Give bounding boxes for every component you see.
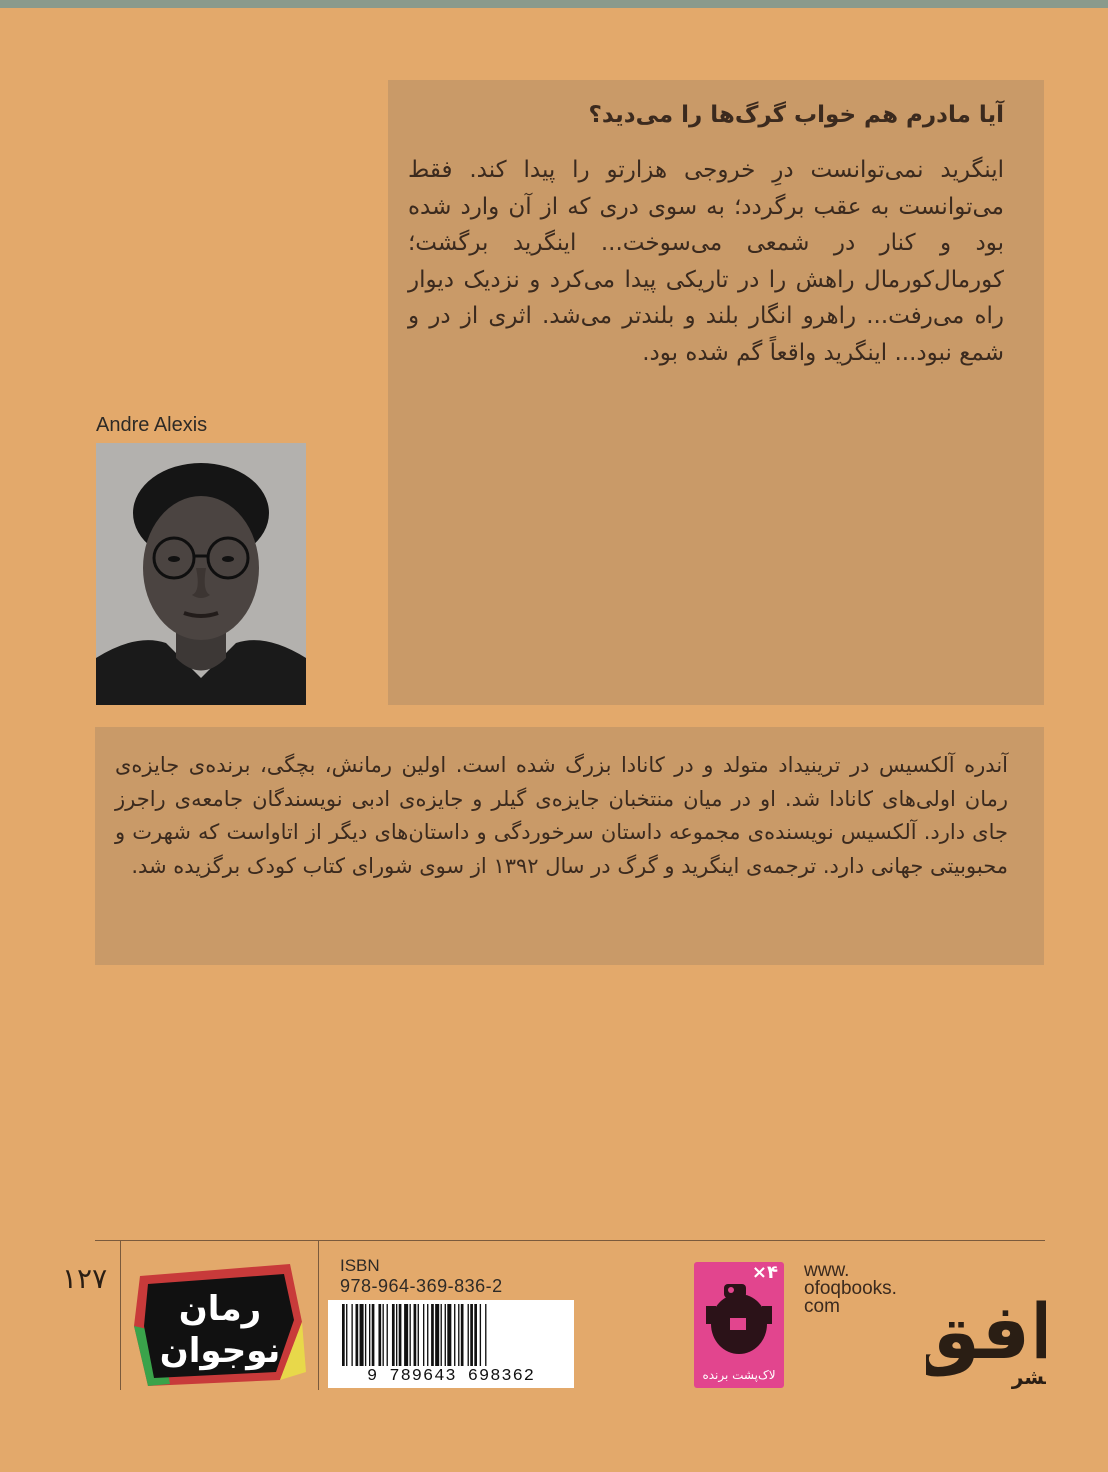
- author-name: Andre Alexis: [96, 414, 208, 436]
- badge-multiplier: ×۴: [751, 1262, 778, 1283]
- ofoq-logo-graphic: [926, 1262, 1046, 1392]
- author-bio-box: [95, 727, 1044, 965]
- barcode-bar: [346, 1304, 347, 1366]
- author-bio-text: آندره آلکسیس در ترینیداد متولد و در کانادا بزرگ شده است. اولین رمانش، بچگی، برنده‌ی جایزه‌ی رمان اولی‌های کانادا شد. او در میان منتخبان جایزه‌ی گیلر و جایزه‌ی ادبی نویسندگان جامعه‌ی راجرز جای دارد. آلکسیس نویسنده‌ی مجموعه داستان سرخوردگی و داستان‌های دیگر از اتاواست که شهرت و محبوبیتی جهانی دارد. ترجمه‌ی اینگرید و گرگ در سال ۱۳۹۲ از سوی شورای کتاب کودک برگزیده شد.: [115, 753, 1008, 878]
- barcode-bar: [423, 1304, 424, 1366]
- barcode-bar: [474, 1304, 477, 1366]
- excerpt-text: اینگرید نمی‌توانست درِ خروجی هزارتو را پیدا کند. فقط می‌توانست به عقب برگردد؛ به سوی دری که از آن وارد شده بود و کنار در شمعی می‌سوخت... اینگرید برگشت؛ کورمال‌کورمال راهش را در تاریکی پیدا می‌کرد و نزدیک دیوار راه می‌رفت... راهرو انگار بلند و بلندتر می‌شد. اثری از در و شمع نبود... اینگرید واقعاً گم شده بود.: [408, 157, 1004, 366]
- lak-badge-label: لاک‌پشت برنده: [702, 1368, 776, 1382]
- publisher-website: [804, 1262, 924, 1316]
- barcode-bar: [351, 1304, 352, 1366]
- barcode-bar: [445, 1304, 446, 1366]
- barcode-bar: [454, 1304, 455, 1366]
- barcode-bar: [414, 1304, 417, 1366]
- barcode-bar: [427, 1304, 428, 1366]
- footer-vertical-divider: [120, 1240, 121, 1390]
- barcode-bar: [410, 1304, 411, 1366]
- barcode-bar: [431, 1304, 434, 1366]
- author-portrait-image: [96, 443, 306, 705]
- series-title-line2: نوجوان: [159, 1331, 281, 1371]
- barcode-bar: [392, 1304, 395, 1366]
- barcode-digits: 9 789643 698362: [366, 1367, 536, 1386]
- turtle-icon: [694, 1266, 784, 1366]
- barcode-bar: [369, 1304, 370, 1366]
- barcode-bar: [387, 1304, 388, 1366]
- barcode: [328, 1300, 574, 1388]
- barcode-bar: [399, 1304, 402, 1366]
- barcode-bar: [480, 1304, 481, 1366]
- lak-poshte-badge: [694, 1262, 784, 1388]
- barcode-bar: [447, 1304, 451, 1366]
- barcode-bar: [404, 1304, 408, 1366]
- author-photo: [96, 443, 306, 705]
- website-text: www. ofoqbooks. com: [804, 1260, 897, 1317]
- barcode-bar: [372, 1304, 375, 1366]
- excerpt-title: آیا مادرم هم خواب گرگ‌ها را می‌دید؟: [588, 102, 1004, 128]
- barcode-bar: [435, 1304, 439, 1366]
- barcode-bar: [378, 1304, 381, 1366]
- footer-divider: [95, 1240, 1045, 1241]
- barcode-bar: [470, 1304, 473, 1366]
- barcode-bar: [441, 1304, 442, 1366]
- publisher-logo: [926, 1262, 1046, 1392]
- series-logo: [130, 1262, 306, 1390]
- isbn-number: 978-964-369-836-2: [340, 1276, 503, 1296]
- top-edge-strip: [0, 0, 1108, 8]
- isbn-label: ISBN: [340, 1256, 380, 1275]
- barcode-bar: [461, 1304, 464, 1366]
- barcode-bar: [342, 1304, 345, 1366]
- barcode-bar: [485, 1304, 486, 1366]
- page-number: ۱۲۷: [62, 1262, 108, 1295]
- barcode-bar: [468, 1304, 469, 1366]
- publisher-name: افق: [926, 1287, 1046, 1376]
- series-logo-graphic: [130, 1262, 306, 1390]
- footer-vertical-divider: [318, 1240, 319, 1390]
- barcode-bars: [328, 1300, 574, 1366]
- barcode-bar: [396, 1304, 397, 1366]
- series-title-line1: رمان: [178, 1289, 262, 1329]
- excerpt-box: [388, 80, 1044, 705]
- barcode-bar: [356, 1304, 359, 1366]
- barcode-bar: [458, 1304, 459, 1366]
- barcode-bar: [365, 1304, 366, 1366]
- publisher-word: شر: [1011, 1365, 1045, 1389]
- barcode-bar: [418, 1304, 419, 1366]
- barcode-bar: [383, 1304, 384, 1366]
- barcode-bar: [360, 1304, 364, 1366]
